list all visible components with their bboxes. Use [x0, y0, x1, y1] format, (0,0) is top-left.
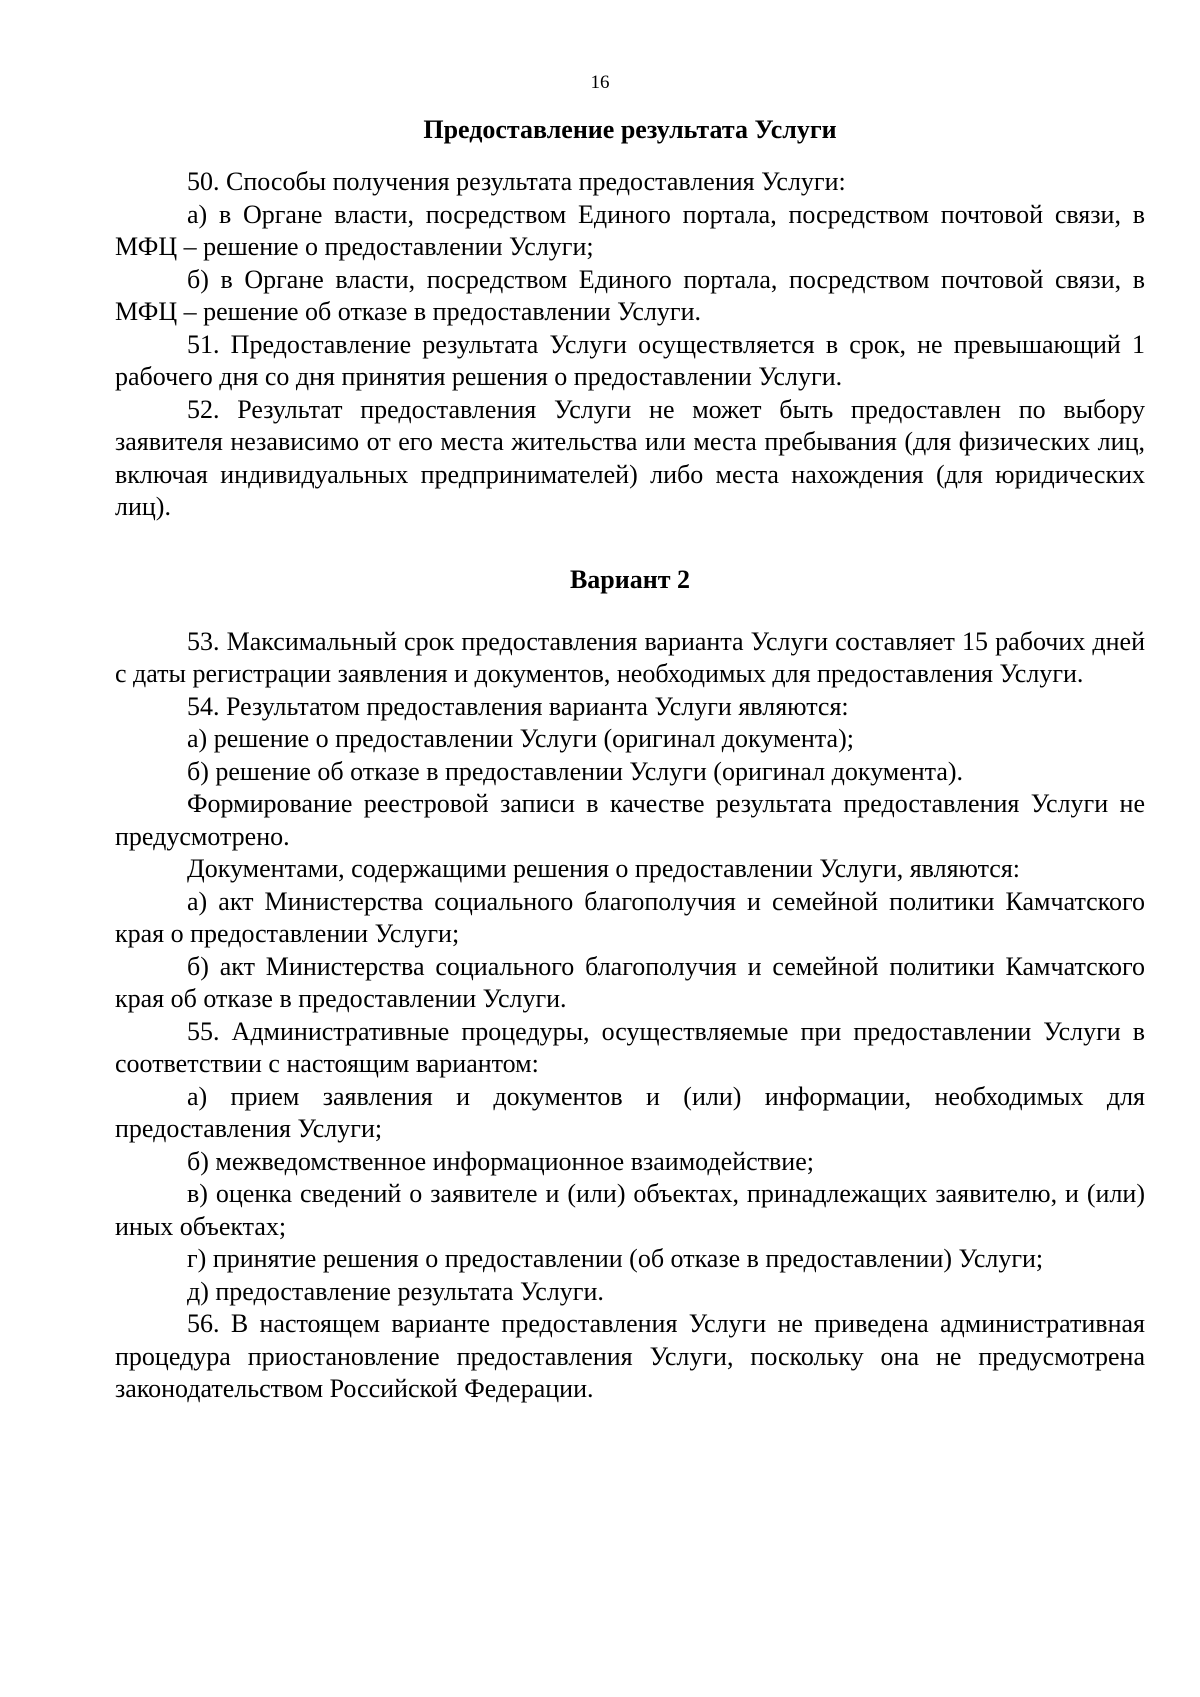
paragraph-53: 53. Максимальный срок предоставления варианта Услуги составляет 15 рабочих дней с даты регистрации заявления и документов, необходимых для предоставления Услуги.	[115, 626, 1145, 688]
paragraph-52: 52. Результат предоставления Услуги не может быть предоставлен по выбору заявителя независимо от его места жительства или места пребывания (для физических лиц, включая индивидуальных предпринимателей) либо места нахождения (для юридических лиц).	[115, 394, 1145, 521]
paragraph-registry-note: Формирование реестровой записи в качестве результата предоставления Услуги не предусмотрено.	[115, 789, 1145, 851]
paragraph-55b: б) межведомственное информационное взаимодействие;	[187, 1146, 814, 1176]
paragraph-55: 55. Административные процедуры, осуществляемые при предоставлении Услуги в соответствии с настоящим вариантом:	[115, 1016, 1145, 1078]
paragraph-55d: д) предоставление результата Услуги.	[187, 1276, 604, 1306]
paragraph-documents-b: б) акт Министерства социального благополучия и семейной политики Камчатского края об отказе в предоставлении Услуги.	[115, 951, 1145, 1013]
paragraph-50: 50. Способы получения результата предоставления Услуги:	[187, 167, 846, 196]
document-body	[115, 114, 1145, 1406]
paragraph-50b: б) в Органе власти, посредством Единого портала, посредством почтовой связи, в МФЦ – решение об отказе в предоставлении Услуги.	[115, 264, 1145, 326]
section-heading-variant-2: Вариант 2	[569, 564, 691, 594]
paragraph-50a: а) в Органе власти, посредством Единого портала, посредством почтовой связи, в МФЦ – решение о предоставлении Услуги;	[115, 199, 1145, 261]
paragraph-55g: г) принятие решения о предоставлении (об отказе в предоставлении) Услуги;	[187, 1244, 1044, 1273]
paragraph-documents-a: а) акт Министерства социального благополучия и семейной политики Камчатского края о предоставлении Услуги;	[115, 886, 1145, 948]
section-heading-result: Предоставление результата Услуги	[423, 115, 837, 144]
paragraph-51: 51. Предоставление результата Услуги осуществляется в срок, не превышающий 1 рабочего дня со дня принятия решения о предоставлении Услуги.	[115, 329, 1145, 391]
paragraph-55a: а) прием заявления и документов и (или) информации, необходимых для предоставления Услуги;	[115, 1081, 1145, 1143]
paragraph-55v: в) оценка сведений о заявителе и (или) объектах, принадлежащих заявителю, и (или) иных объектах;	[115, 1179, 1145, 1241]
paragraph-54a: а) решение о предоставлении Услуги (оригинал документа);	[187, 724, 854, 753]
paragraph-54b: б) решение об отказе в предоставлении Услуги (оригинал документа).	[187, 756, 964, 786]
page-number: 16	[590, 72, 610, 93]
paragraph-56: 56. В настоящем варианте предоставления Услуги не приведена административная процедура приостановление предоставления Услуги, поскольку она не предусмотрена законодательством Российской Федерации.	[115, 1309, 1145, 1403]
paragraph-54: 54. Результатом предоставления варианта Услуги являются:	[187, 691, 849, 721]
paragraph-documents-intro: Документами, содержащими решения о предоставлении Услуги, являются:	[187, 854, 1021, 883]
